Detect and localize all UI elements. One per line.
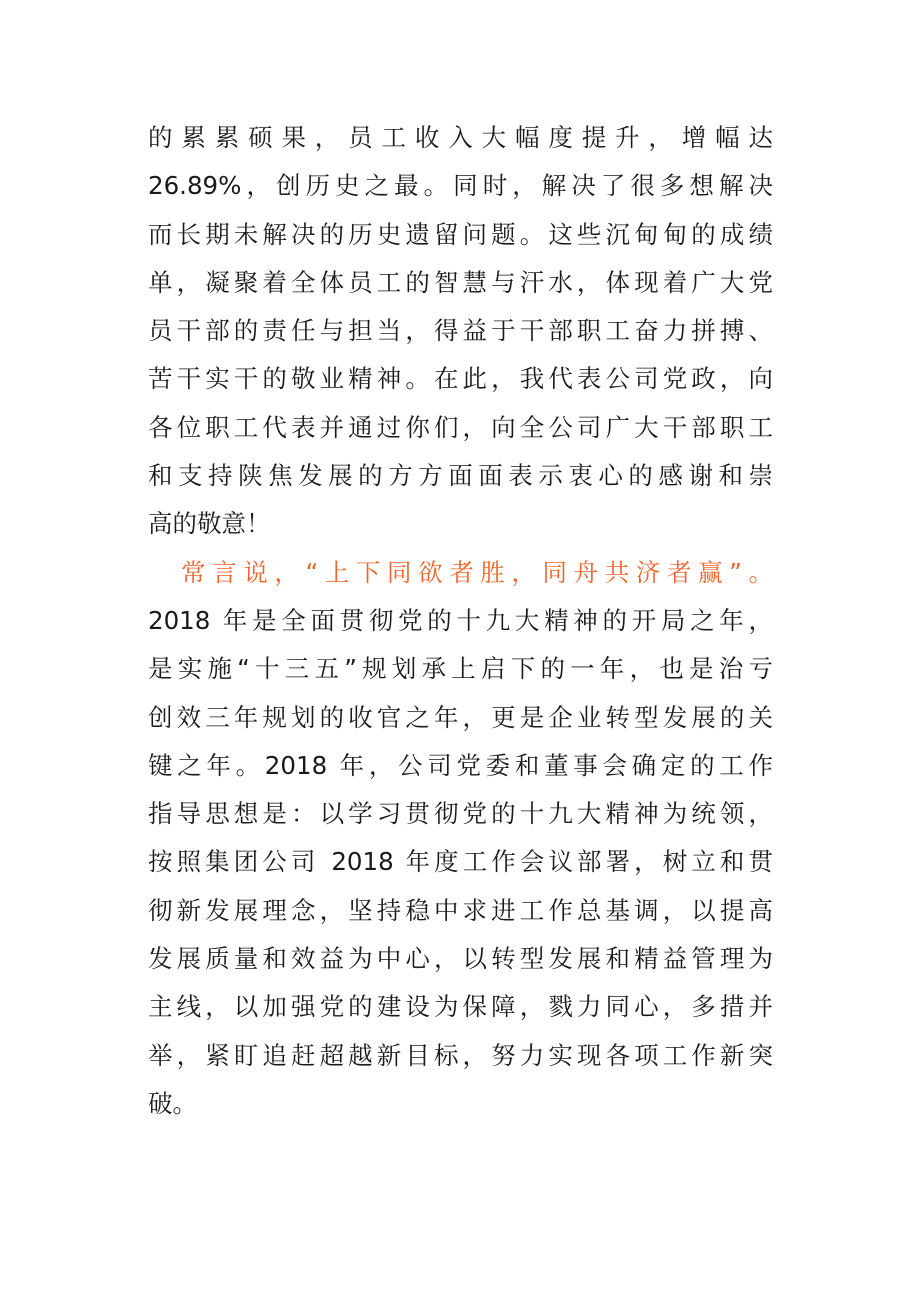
text-line: 按照集团公司 2018 年度工作会议部署，树立和贯 [148,847,773,877]
text-line: 2018 年是全面贯彻党的十九大精神的开局之年， [148,605,773,635]
text-line: 是实施“十三五”规划承上启下的一年，也是治亏 [148,654,773,684]
text-line: 26.89%，创历史之最。同时，解决了很多想解决 [148,171,773,201]
text-line: 单，凝聚着全体员工的智慧与汗水，体现着广大党 [148,267,773,297]
text-line: 苦干实干的敬业精神。在此，我代表公司党政，向 [148,364,773,394]
text-line: 创效三年规划的收官之年，更是企业转型发展的关 [148,702,773,732]
paragraph-1 [148,114,773,549]
text-line: 彻新发展理念，坚持稳中求进工作总基调，以提高 [148,895,773,925]
text-line: 主线，以加强党的建设为保障，戮力同心，多措并 [148,992,773,1022]
text-line: 高的敬意！ [148,509,271,539]
text-line: 的累累硕果，员工收入大幅度提升，增幅达 [148,123,773,152]
paragraph-2 [148,549,773,1129]
text-line: 发展质量和效益为中心，以转型发展和精益管理为 [148,944,773,974]
text-line: 各位职工代表并通过你们，向全公司广大干部职工 [148,412,773,442]
text-line: 和支持陕焦发展的方方面面表示衷心的感谢和崇 [148,461,773,491]
text-line: 而长期未解决的历史遗留问题。这些沉甸甸的成绩 [148,219,773,249]
text-line: 举，紧盯追赶超越新目标，努力实现各项工作新突 [148,1040,773,1070]
text-line: 破。 [148,1088,197,1118]
highlighted-quote: 常言说，“上下同欲者胜，同舟共济者赢”。 [181,557,773,587]
text-line: 员干部的责任与担当，得益于干部职工奋力拼搏、 [148,316,773,346]
text-line: 键之年。2018 年，公司党委和董事会确定的工作 [148,750,773,780]
document-body [148,114,773,1128]
text-line: 指导思想是：以学习贯彻党的十九大精神为统领， [148,799,773,829]
